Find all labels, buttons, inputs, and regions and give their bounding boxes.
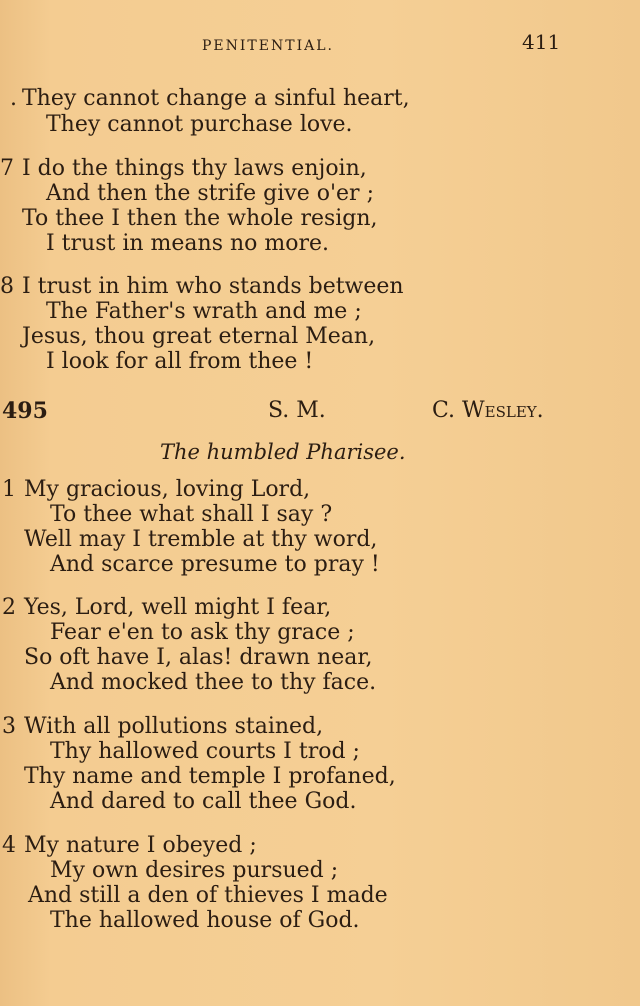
verse-line: The Father's wrath and me ; [46, 299, 362, 324]
verse-line: And scarce presume to pray ! [50, 552, 380, 577]
verse-line: Well may I tremble at thy word, [24, 527, 378, 552]
stanza-number: . [10, 86, 17, 111]
verse-line: They cannot purchase love. [46, 112, 353, 137]
hymn-title: The humbled Pharisee. [160, 440, 406, 464]
verse-line: My gracious, loving Lord, [24, 477, 311, 502]
stanza-number: 7 [0, 156, 14, 181]
verse-line: To thee what shall I say ? [50, 502, 333, 527]
verse-line: To thee I then the whole resign, [22, 206, 378, 231]
verse-line: My own desires pursued ; [50, 858, 339, 883]
verse-line: And then the strife give o'er ; [46, 181, 374, 206]
verse-line: I trust in means no more. [46, 231, 330, 256]
verse-line: And still a den of thieves I made [28, 883, 388, 908]
verse-line: The hallowed house of God. [50, 908, 360, 933]
stanza-number: 1 [2, 477, 16, 502]
verse-line: I trust in him who stands between [22, 274, 404, 299]
stanza-number: 3 [2, 714, 16, 739]
verse-line: Thy hallowed courts I trod ; [50, 739, 360, 764]
stanza-number: 4 [2, 833, 16, 858]
verse-line: Yes, Lord, well might I fear, [24, 595, 332, 620]
hymn-number: 495 [2, 398, 48, 424]
verse-line: And mocked thee to thy face. [50, 670, 377, 695]
verse-line: My nature I obeyed ; [24, 833, 257, 858]
hymn-author: C. Wesley. [432, 398, 544, 423]
verse-line: Thy name and temple I profaned, [24, 764, 396, 789]
stanza-number: 2 [2, 595, 16, 620]
verse-line: Jesus, thou great eternal Mean, [22, 324, 376, 349]
verse-line: And dared to call thee God. [50, 789, 357, 814]
page-number: 411 [522, 30, 561, 54]
verse-line: So oft have I, alas! drawn near, [24, 645, 373, 670]
stanza-number: 8 [0, 274, 14, 299]
verse-line: Fear e'en to ask thy grace ; [50, 620, 355, 645]
verse-line: They cannot change a sinful heart, [22, 86, 410, 111]
hymn-meter: S. M. [268, 398, 326, 423]
verse-line: I do the things thy laws enjoin, [22, 156, 367, 181]
verse-line: I look for all from thee ! [46, 349, 314, 374]
running-head: PENITENTIAL. [202, 38, 334, 54]
verse-line: With all pollutions stained, [24, 714, 324, 739]
